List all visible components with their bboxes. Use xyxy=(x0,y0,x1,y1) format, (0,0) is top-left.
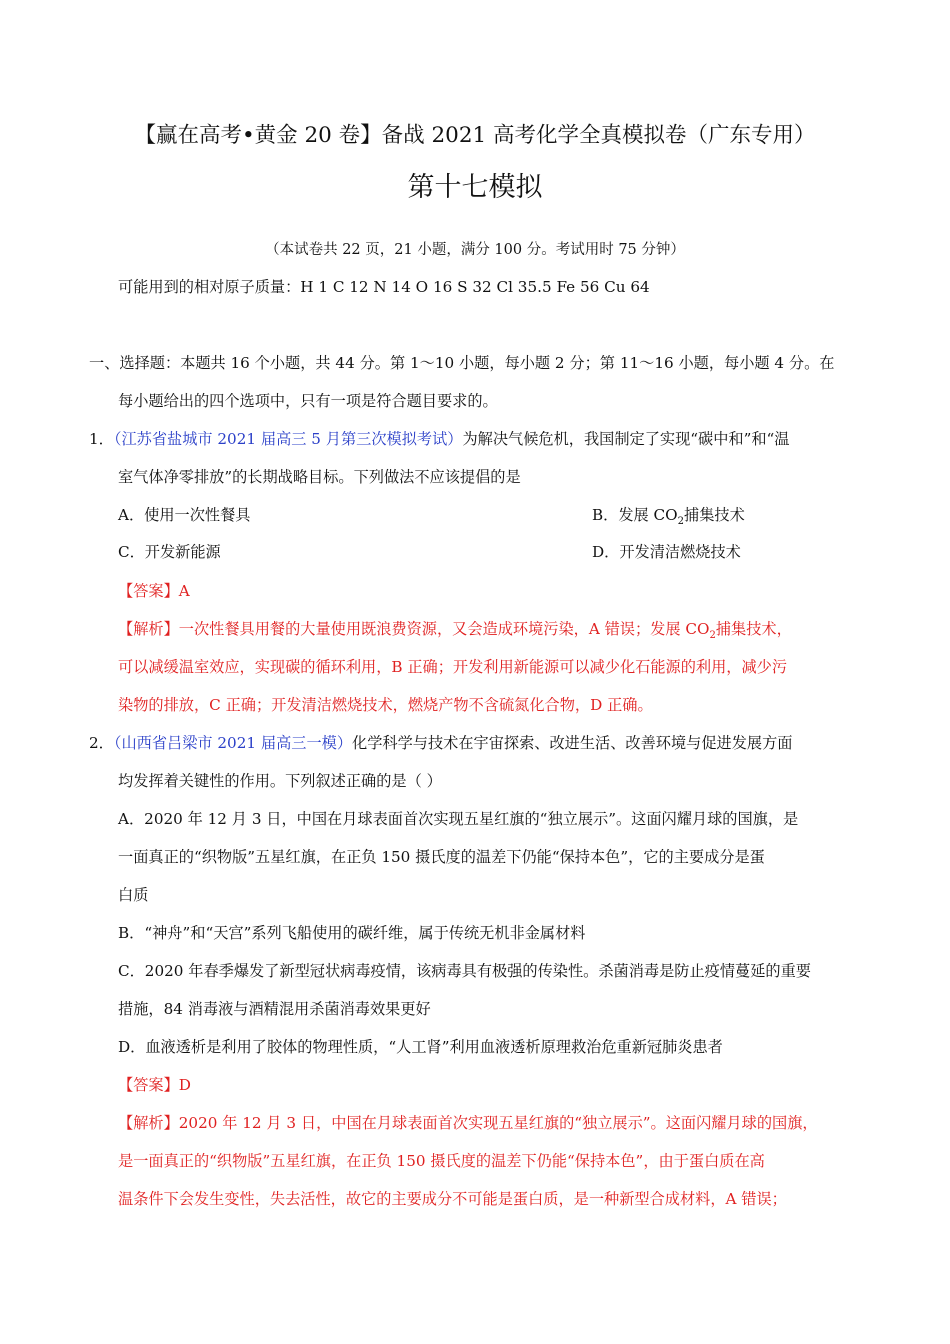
question-2-option-a-line2: 一面真正的“织物版”五星红旗，在正负 150 摄氏度的温差下仍能“保持本色”，它的主要成分是蛋 xyxy=(118,848,765,866)
question-2-stem xyxy=(89,732,792,753)
question-1-answer: 【答案】A xyxy=(118,582,190,600)
section-heading-line1: 一、选择题：本题共 16 个小题，共 44 分。第 1～10 小题，每小题 2 分；第 11～16 小题，每小题 4 分。在 xyxy=(89,354,835,372)
analysis-text: 【解析】一次性餐具用餐的大量使用既浪费资源，又会造成环境污染，A 错误；发展 CO xyxy=(118,620,710,638)
question-1-stem xyxy=(89,428,790,449)
question-2-stem-cont: 均发挥着关键性的作用。下列叙述正确的是（ ） xyxy=(118,772,442,790)
exam-info: （本试卷共 22 页，21 小题，满分 100 分。考试用时 75 分钟） xyxy=(265,242,685,258)
analysis-text-post: 捕集技术， xyxy=(715,620,792,638)
question-2-option-d: D．血液透析是利用了胶体的物理性质，“人工肾”利用血液透析原理救治危重新冠肺炎患者 xyxy=(118,1038,723,1056)
question-1-analysis-line2: 可以减缓温室效应，实现碳的循环利用，B 正确；开发利用新能源可以减少化石能源的利用，减少污 xyxy=(118,658,788,676)
question-stem-text: 化学科学与技术在宇宙探索、改进生活、改善环境与促进发展方面 xyxy=(352,734,793,752)
question-2-analysis-line1: 【解析】2020 年 12 月 3 日，中国在月球表面首次实现五星红旗的“独立展示”。这面闪耀月球的国旗， xyxy=(118,1114,818,1132)
question-2-option-b: B．“神舟”和“天宫”系列飞船使用的碳纤维，属于传统无机非金属材料 xyxy=(118,924,586,942)
question-2-option-a-line1: A．2020 年 12 月 3 日，中国在月球表面首次实现五星红旗的“独立展示”。这面闪耀月球的国旗，是 xyxy=(118,810,799,828)
subscript: 2 xyxy=(677,516,684,527)
question-source: （山西省吕梁市 2021 届高三一模） xyxy=(113,734,353,752)
question-number: 2． xyxy=(89,734,114,752)
question-source: （江苏省盐城市 2021 届高三 5 月第三次模拟考试） xyxy=(113,430,463,448)
question-stem-text: 为解决气候危机，我国制定了实现“碳中和”和“温 xyxy=(462,430,790,448)
question-2-analysis-line2: 是一面真正的“织物版”五星红旗，在正负 150 摄氏度的温差下仍能“保持本色”，由于蛋白质在高 xyxy=(118,1152,765,1170)
question-1-stem-cont: 室气体净零排放”的长期战略目标。下列做法不应该提倡的是 xyxy=(118,468,521,486)
question-1-option-b xyxy=(592,504,745,527)
atomic-masses: 可能用到的相对原子质量：H 1 C 12 N 14 O 16 S 32 Cl 35.5 Fe 56 Cu 64 xyxy=(118,278,650,296)
question-number: 1． xyxy=(89,430,114,448)
subscript: 2 xyxy=(709,630,716,641)
question-2-option-c-line1: C．2020 年春季爆发了新型冠状病毒疫情，该病毒具有极强的传染性。杀菌消毒是防止疫情蔓延的重要 xyxy=(118,962,811,980)
question-2-analysis-line3: 温条件下会发生变性，失去活性，故它的主要成分不可能是蛋白质，是一种新型合成材料，A 错误； xyxy=(118,1190,787,1208)
question-1-analysis-line3: 染物的排放，C 正确；开发清洁燃烧技术，燃烧产物不含硫氮化合物，D 正确。 xyxy=(118,696,653,714)
document-subtitle: 第十七模拟 xyxy=(407,172,543,203)
question-2-option-c-line2: 措施，84 消毒液与酒精混用杀菌消毒效果更好 xyxy=(118,1000,431,1018)
document-title: 【赢在高考•黄金 20 卷】备战 2021 高考化学全真模拟卷（广东专用） xyxy=(134,123,816,148)
question-1-option-c: C．开发新能源 xyxy=(118,543,221,561)
option-b-text-post: 捕集技术 xyxy=(684,506,745,524)
question-1-option-a: A．使用一次性餐具 xyxy=(118,506,251,524)
section-heading-line2: 每小题给出的四个选项中，只有一项是符合题目要求的。 xyxy=(118,392,498,410)
question-1-option-d: D．开发清洁燃烧技术 xyxy=(592,543,741,561)
question-2-answer: 【答案】D xyxy=(118,1076,191,1094)
option-b-text: B．发展 CO xyxy=(592,506,678,524)
question-2-option-a-line3: 白质 xyxy=(118,886,149,904)
question-1-analysis-line1 xyxy=(118,618,792,641)
